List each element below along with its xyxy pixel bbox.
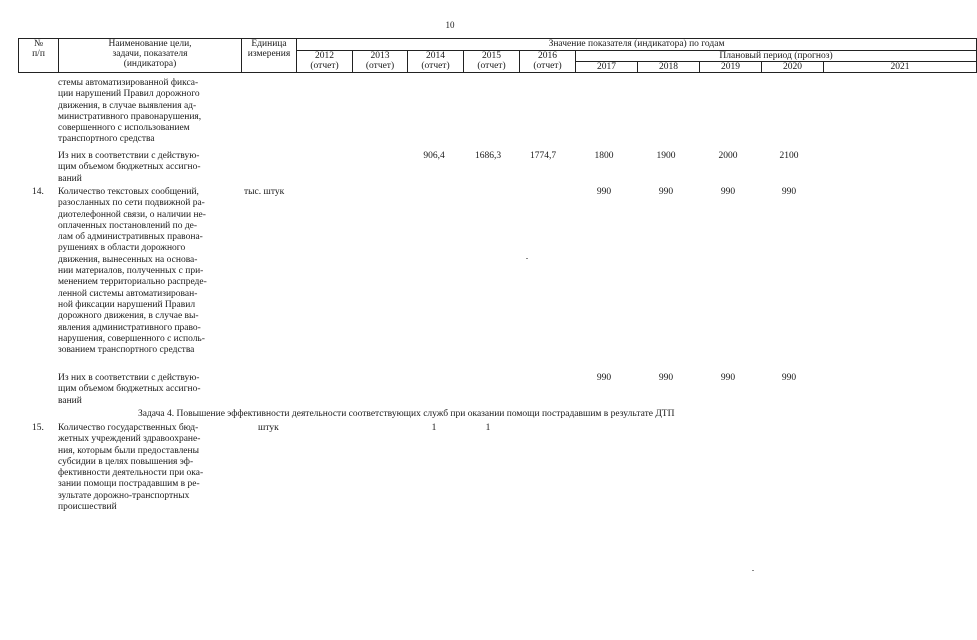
row-number: 15. bbox=[32, 423, 44, 433]
header-year-2012: 2012 (отчет) bbox=[297, 51, 353, 73]
value-2019: 990 bbox=[720, 187, 736, 197]
value-2017: 990 bbox=[596, 373, 612, 383]
header-year-2016: 2016 (отчет) bbox=[520, 51, 576, 73]
row-text: Из них в соответствии с действую- щим объемом бюджетных ассигно- ваний bbox=[58, 151, 201, 184]
value-2014: 906,4 bbox=[423, 151, 445, 161]
row-text: Количество текстовых сообщений, разосланных по сети подвижной ра- диотелефонной связи, о наличии не- оплаченных постановлений по де- лам об административных правона- рушениях в области дорожного движения, вынесенных на основа- нии материалов, полученных с при- менением территориально распреде- ленной системы автоматизирован- ной фиксации нарушений Правил дорожного движения, в случае вы- явления административного право- нарушения, совершенного с исполь- зованием транспортного средства bbox=[58, 187, 207, 356]
value-2017: 1800 bbox=[594, 151, 614, 161]
row-text: Из них в соответствии с действую- щим объемом бюджетных ассигно- ваний bbox=[58, 373, 201, 406]
header-plan-2019: 2019 bbox=[700, 62, 762, 73]
header-name: Наименование цели, задачи, показателя (индикатора) bbox=[59, 39, 242, 73]
header-num: № п/п bbox=[19, 39, 59, 73]
header-plan-2020: 2020 bbox=[762, 62, 824, 73]
row-text: Количество государственных бюд- жетных учреждений здравоохране- ния, которым были предоставлены субсидии в целях повышения эф- фективности деятельности при ока- зании помощи пострадавшим в ре- зультате дорожно-транспортных происшествий bbox=[58, 423, 204, 513]
header-year-2014: 2014 (отчет) bbox=[408, 51, 464, 73]
row-unit: штук bbox=[258, 423, 279, 433]
value-2017: 990 bbox=[596, 187, 612, 197]
value-2016: 1774,7 bbox=[529, 151, 557, 161]
header-table bbox=[18, 38, 977, 73]
value-2015: 1 bbox=[485, 423, 491, 433]
value-2020: 990 bbox=[781, 187, 797, 197]
value-2018: 990 bbox=[658, 373, 674, 383]
header-plan-2021: 2021 bbox=[824, 62, 977, 73]
header-planned-title: Плановый период (прогноз) bbox=[576, 51, 977, 62]
header-values-title: Значение показателя (индикатора) по годам bbox=[297, 39, 977, 51]
header-plan-2018: 2018 bbox=[638, 62, 700, 73]
row-unit: тыс. штук bbox=[244, 187, 285, 197]
value-2018: 1900 bbox=[656, 151, 676, 161]
scan-speck bbox=[752, 570, 754, 571]
header-plan-2017: 2017 bbox=[576, 62, 638, 73]
value-2020: 2100 bbox=[779, 151, 799, 161]
row-number: 14. bbox=[32, 187, 44, 197]
task-4-heading: Задача 4. Повышение эффективности деятельности соответствующих служб при оказании помощи пострадавшим в результате ДТП bbox=[138, 409, 675, 419]
row-text: стемы автоматизированной фикса- ции нарушений Правил дорожного движения, в случае выявления ад- министративного правонарушения, совершенного с использованием транспортного средства bbox=[58, 78, 202, 145]
value-2014: 1 bbox=[431, 423, 437, 433]
page-number: 10 bbox=[445, 20, 455, 30]
value-2019: 990 bbox=[720, 373, 736, 383]
value-2018: 990 bbox=[658, 187, 674, 197]
value-2019: 2000 bbox=[718, 151, 738, 161]
value-2015: 1686,3 bbox=[474, 151, 502, 161]
scan-speck bbox=[526, 258, 528, 259]
header-year-2015: 2015 (отчет) bbox=[464, 51, 520, 73]
header-year-2013: 2013 (отчет) bbox=[353, 51, 408, 73]
header-unit: Единица измерения bbox=[242, 39, 297, 73]
value-2020: 990 bbox=[781, 373, 797, 383]
